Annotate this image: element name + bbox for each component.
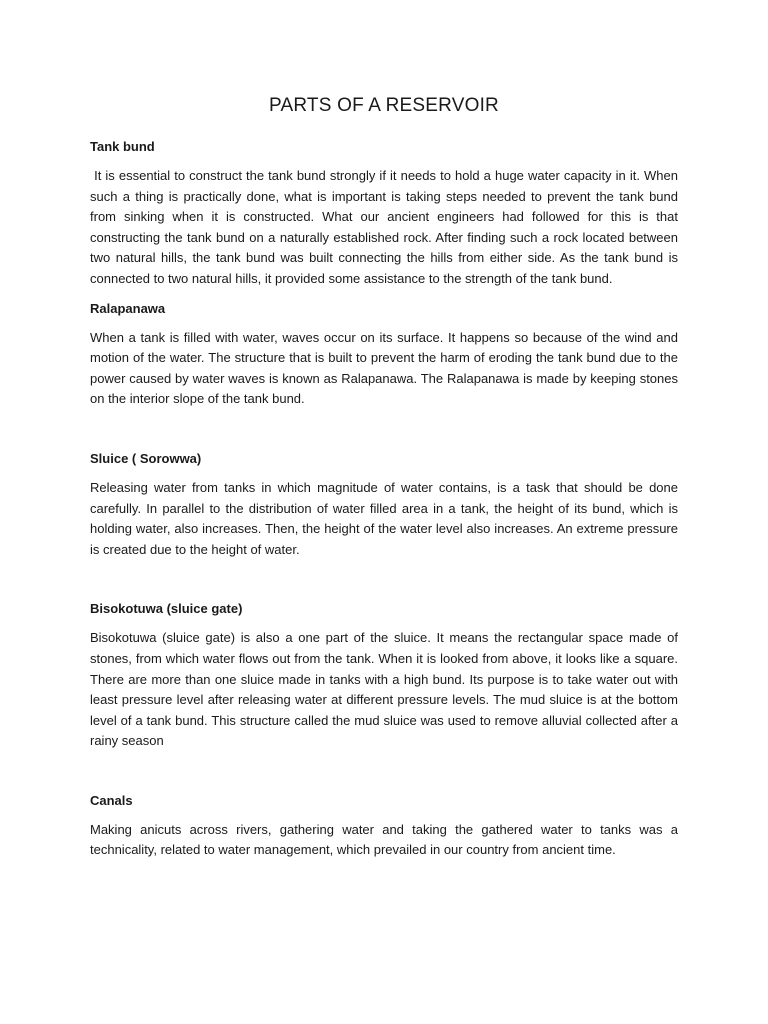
section-spacer <box>90 420 678 450</box>
section-paragraph: Making anicuts across rivers, gathering water and taking the gathered water to tanks was a technicality, related to water management, which prevailed in our country from ancient time. <box>90 821 678 858</box>
section-paragraph: Bisokotuwa (sluice gate) is also a one part of the sluice. It means the rectangular space made of stones, from which water flows out from the tank. When it is looked from above, it looks like a square. There are more than one sluice made in tanks with a high bund. Its purpose is to take water out with least pressure level after releasing water at different pressure levels. The mud sluice is at the bottom level of a tank bund. This structure called the mud sluice was used to remove alluvial collected after a rainy season <box>90 630 678 749</box>
page-title: PARTS OF A RESERVOIR <box>269 95 499 116</box>
section-spacer <box>90 762 678 792</box>
section-heading: Tank bund <box>90 139 155 154</box>
section-heading: Sluice ( Sorowwa) <box>90 450 202 466</box>
section-paragraph: It is essential to construct the tank bund strongly if it needs to hold a huge water capacity in it. When such a thing is practically done, what is important is taking steps needed to prevent the tank bund from sinking when it is constructed. What our ancient engineers had followed for this is that constructing the tank bund on a naturally established rock. After finding such a rock located between two natural hills, the tank bund was built connecting the hills from either side. As the tank bund is connected to two natural hills, it provided some assistance to the strength of the tank bund. <box>90 168 682 286</box>
section-paragraph: Releasing water from tanks in which magnitude of water contains, is a task that should be done carefully. In parallel to the distribution of water filled area in a tank, the height of its bund, which is holding water, also increases. Then, the height of the water level also increases. An extreme pressure is created due to the height of water. <box>90 479 678 557</box>
section-ralapanawa <box>90 300 678 410</box>
section-heading: Bisokotuwa (sluice gate) <box>90 601 243 617</box>
section-heading: Ralapanawa <box>90 300 166 316</box>
section-paragraph: When a tank is filled with water, waves occur on its surface. It happens so because of the wind and motion of the water. The structure that is built to prevent the harm of eroding the tank bund due to the power caused by water waves is known as Ralapanawa. The Ralapanawa is made by keeping stones on the interior slope of the tank bund. <box>90 329 678 407</box>
section-bisokotuwa <box>90 600 678 752</box>
section-tank-bund <box>90 138 682 290</box>
section-heading: Canals <box>90 792 133 808</box>
section-sluice <box>90 450 678 560</box>
section-canals <box>90 792 678 861</box>
section-spacer <box>90 570 678 600</box>
